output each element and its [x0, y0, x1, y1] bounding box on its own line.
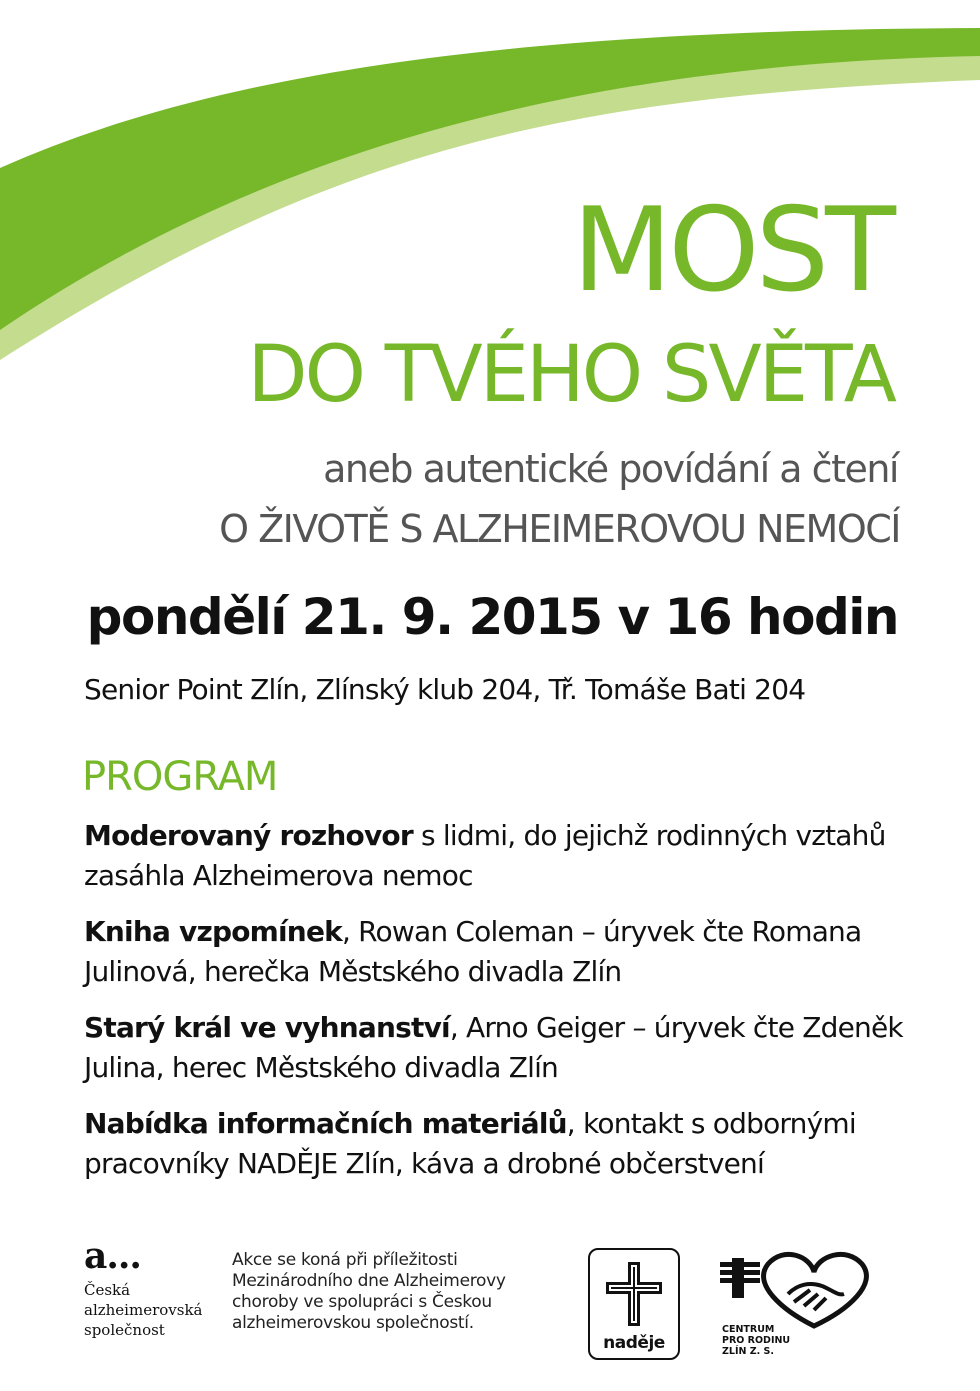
heart-handshake-icon [718, 1250, 888, 1330]
program-item-title: Starý král ve vyhnanství [84, 1011, 450, 1044]
poster-subtitle: DO TVÉHO SVĚTA [247, 330, 894, 420]
cas-name-line: společnost [84, 1321, 165, 1339]
cpr-logo [718, 1250, 888, 1362]
cpr-name-line: CENTRUM [722, 1324, 775, 1335]
cas-organization-name [84, 1280, 224, 1340]
program-item-description: , Arno Geiger – úryvek čte Zdeněk Julina, herec Městského divadla Zlín [84, 1011, 903, 1084]
cross-icon [604, 1260, 664, 1328]
tagline-line-2: O ŽIVOTĚ S ALZHEIMEROVOU NEMOCÍ [219, 507, 900, 551]
program-item-description: , Rowan Coleman – úryvek čte Romana Julinová, herečka Městského divadla Zlín [84, 915, 862, 988]
program-item-title: Nabídka informačních materiálů [84, 1107, 567, 1140]
cas-logo-mark: a... [84, 1235, 141, 1277]
cpr-name [722, 1324, 802, 1357]
program-item [84, 912, 924, 992]
program-list [84, 816, 924, 1200]
nadeje-logo [588, 1248, 680, 1360]
cpr-name-line: ZLÍN Z. S. [722, 1346, 774, 1357]
program-item-description: s lidmi, do jejichž rodinných vztahů zasáhla Alzheimerova nemoc [84, 819, 886, 892]
program-item [84, 1008, 924, 1088]
program-item-title: Kniha vzpomínek [84, 915, 342, 948]
program-item [84, 816, 924, 896]
cas-name-line: Česká [84, 1281, 131, 1299]
program-item-description: , kontakt s odbornými pracovníky NADĚJE Zlín, káva a drobné občerstvení [84, 1107, 856, 1180]
event-date: pondělí 21. 9. 2015 v 16 hodin [86, 588, 898, 646]
poster-title: MOST [572, 183, 892, 318]
program-item-title: Moderovaný rozhovor [84, 819, 413, 852]
program-heading: PROGRAM [82, 754, 278, 800]
cas-name-line: alzheimerovská [84, 1301, 203, 1319]
nadeje-label: naděje [603, 1333, 665, 1353]
program-item [84, 1104, 924, 1184]
cpr-name-line: PRO RODINU [722, 1335, 791, 1346]
footer-note: Akce se koná při příležitosti Mezinárodního dne Alzheimerovy choroby ve spolupráci s Českou alzheimerovskou společností. [232, 1250, 506, 1333]
cas-logo-block [84, 1236, 224, 1340]
event-place: Senior Point Zlín, Zlínský klub 204, Tř. Tomáše Bati 204 [84, 673, 806, 706]
tagline-line-1: aneb autentické povídání a čtení [323, 447, 898, 491]
